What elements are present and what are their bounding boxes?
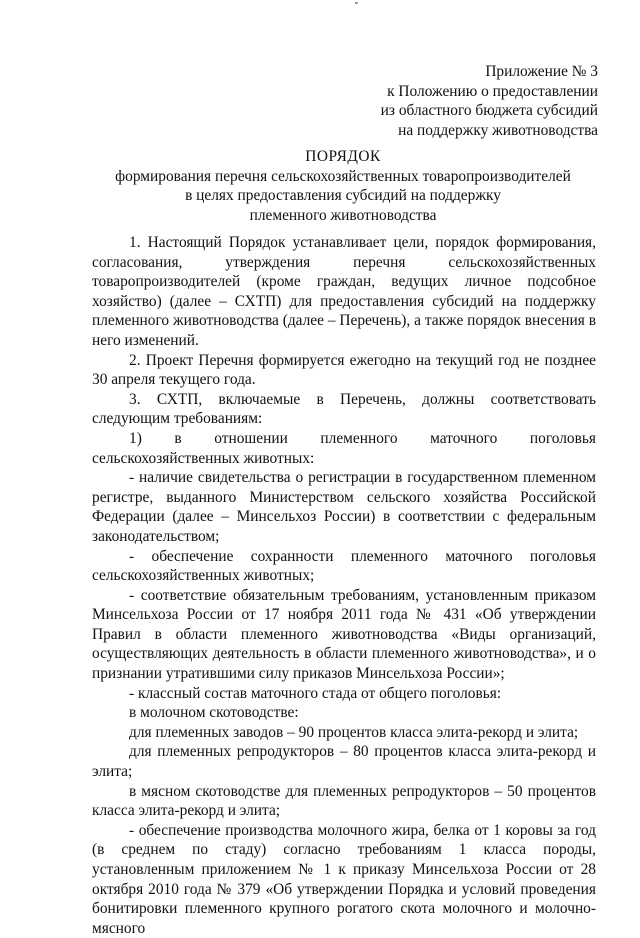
- appendix-header: [278, 62, 598, 140]
- appendix-number: Приложение № 3: [485, 63, 598, 80]
- requirement-milk-production: - обеспечение производства молочного жира, белка от 1 коровы за год (в среднем по стаду) согласно требованиям 1 класса породы, установленным приложением № 1 к приказу Минсельхоза России от 28 октября 2010 года № 379 «Об утверждении Порядка и условий проведения бонитировки племенного крупного рогатого скота молочного и молочно-мясного: [92, 821, 596, 937]
- subitem-1: 1) в отношении племенного маточного поголовья сельскохозяйственных животных:: [92, 429, 596, 467]
- dairy-breeding-reproducers: для племенных репродукторов – 80 процентов класса элита-рекорд и элита;: [92, 743, 596, 781]
- requirement-registration: - наличие свидетельства о регистрации в государственном племенном регистре, выданного Министерством сельского хозяйства Российской Федерации (далее – Минсельхоз России) в соответствии с федеральным законодательством;: [92, 469, 596, 545]
- dairy-heading: в молочном скотоводстве:: [129, 704, 299, 722]
- scan-mark: [355, 2, 358, 4]
- document-title: [90, 147, 596, 225]
- title-line-2: в целях предоставления субсидий на поддержку: [185, 187, 501, 205]
- beef-breeding-reproducers: в мясном скотоводстве для племенных репродукторов – 50 процентов класса элита-рекорд и элита;: [92, 782, 596, 820]
- title-main: ПОРЯДОК: [305, 148, 381, 165]
- appendix-line-3: из областного бюджета субсидий: [380, 102, 598, 120]
- dairy-breeding-plants: для племенных заводов – 90 процентов класса элита-рекорд и элита;: [129, 723, 579, 741]
- paragraph-3: 3. СХТП, включаемые в Перечень, должны соответствовать следующим требованиям:: [92, 390, 596, 428]
- title-line-1: формирования перечня сельскохозяйственных товаропроизводителей: [115, 167, 571, 185]
- appendix-line-4: на поддержку животноводства: [398, 121, 598, 139]
- title-line-3: племенного животноводства: [249, 206, 437, 224]
- paragraph-2: 2. Проект Перечня формируется ежегодно на текущий год не позднее 30 апреля текущего года.: [92, 351, 596, 389]
- appendix-line-2: к Положению о предоставлении: [387, 82, 598, 100]
- document-body: [92, 233, 596, 938]
- requirement-compliance: - соответствие обязательным требованиям, установленным приказом Минсельхоза России от 17 ноября 2011 года № 431 «Об утверждении Правил в области племенного животноводства «Виды организаций, осуществляющих деятельность в области племенного животноводства», и о признании утратившими силу приказов Минсельхоза России»;: [92, 586, 596, 683]
- requirement-preservation: - обеспечение сохранности племенного маточного поголовья сельскохозяйственных животных;: [92, 547, 596, 585]
- paragraph-1: 1. Настоящий Порядок устанавливает цели, порядок формирования, согласования, утверждения перечня сельскохозяйственных товаропроизводителей (кроме граждан, ведущих личное подсобное хозяйство) (далее – СХТП) для предоставления субсидий на поддержку племенного животноводства (далее – Перечень), а также порядок внесения в него изменений.: [92, 234, 596, 349]
- requirement-class-composition: - классный состав маточного стада от общего поголовья:: [129, 684, 502, 702]
